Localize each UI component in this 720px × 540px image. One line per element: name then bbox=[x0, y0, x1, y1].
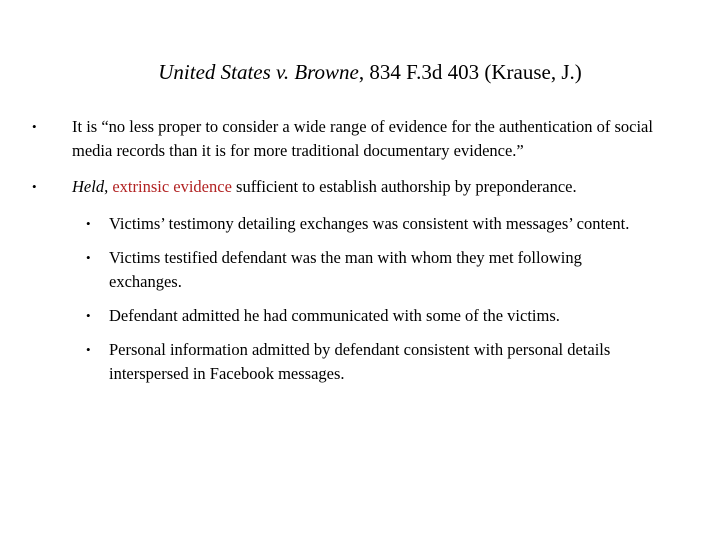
sub-bullet-dot-icon: • bbox=[86, 216, 91, 231]
case-citation: , 834 F.3d 403 (Krause, J.) bbox=[358, 60, 582, 84]
case-name: United States v. Browne bbox=[158, 60, 359, 84]
sub-bullet-testimony bbox=[86, 212, 686, 236]
sub-bullet-text: Personal information admitted by defendant consistent with personal details interspersed in Facebook messages. bbox=[109, 340, 611, 383]
bullet-dot-icon: • bbox=[32, 119, 37, 134]
sub-bullet-personal-info bbox=[86, 338, 676, 386]
sub-bullet-identification bbox=[86, 246, 646, 294]
bullet-dot-icon: • bbox=[32, 179, 37, 194]
bullet-held bbox=[32, 175, 672, 199]
sub-bullet-text: Defendant admitted he had communicated with some of the victims. bbox=[109, 306, 560, 325]
sub-bullet-text: Victims testified defendant was the man with whom they met following exchanges. bbox=[109, 248, 582, 291]
sub-bullet-dot-icon: • bbox=[86, 250, 91, 265]
held-label: Held bbox=[72, 177, 105, 196]
sub-bullet-admission bbox=[86, 304, 686, 328]
sub-bullet-dot-icon: • bbox=[86, 308, 91, 323]
bullet-quote-text: It is “no less proper to consider a wide range of evidence for the authentication of social media records than it is for more traditional documentary evidence.” bbox=[72, 117, 653, 160]
held-rest: sufficient to establish authorship by preponderance. bbox=[231, 177, 577, 196]
bullet-held-text bbox=[32, 175, 672, 199]
sub-bullet-text: Victims’ testimony detailing exchanges was consistent with messages’ content. bbox=[109, 214, 630, 233]
slide-title bbox=[0, 58, 720, 86]
extrinsic-evidence-highlight: extrinsic evidence bbox=[112, 177, 232, 196]
sub-bullet-dot-icon: • bbox=[86, 342, 91, 357]
held-comma: , bbox=[104, 177, 113, 196]
bullet-quote bbox=[32, 115, 672, 163]
